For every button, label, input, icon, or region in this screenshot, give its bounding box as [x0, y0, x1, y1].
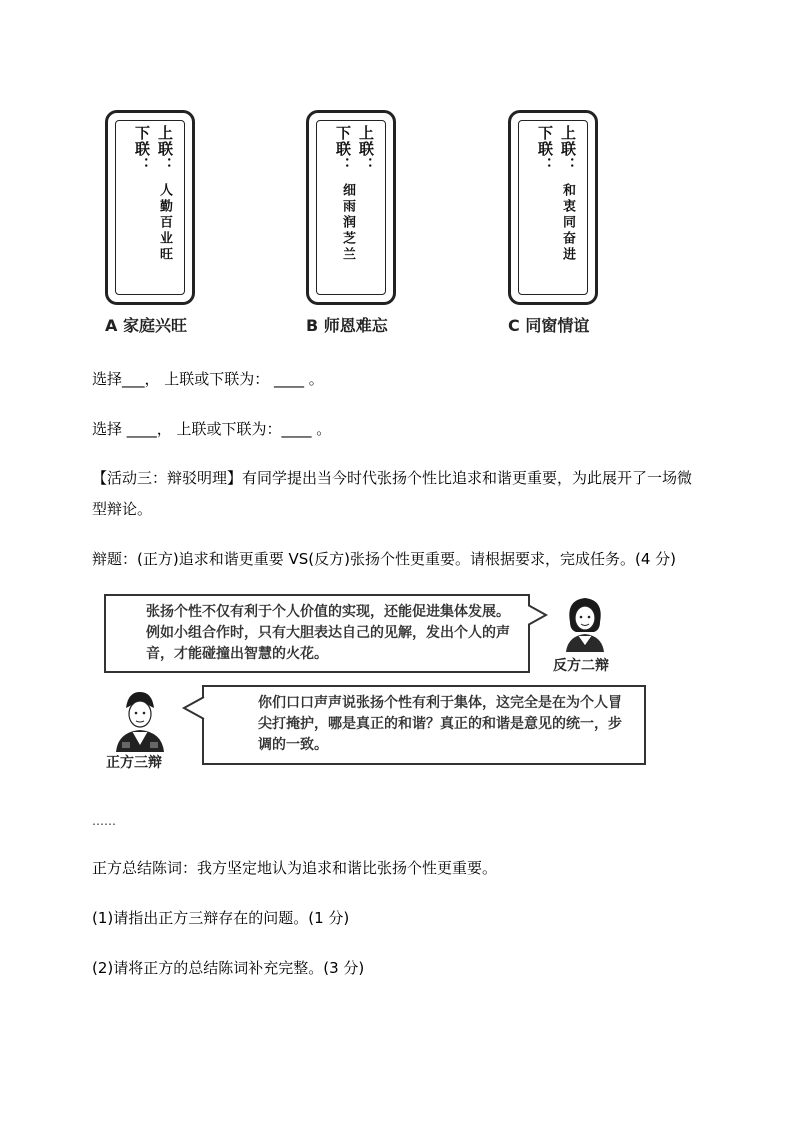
ellipsis: ……: [92, 814, 116, 828]
pro-speaker-label: 正方三辩: [106, 755, 162, 771]
con-bubble-tail: [528, 603, 552, 627]
answer-line-2: 选择 ____， 上联或下联为：____ 。: [92, 420, 332, 438]
upper-line-text: 和衷同奋进: [560, 183, 575, 263]
activity-heading: 【活动三：辩驳明理】有同学提出当今时代张扬个性比追求和谐更重要，为此展开了一场微: [92, 469, 693, 487]
con-speech-text: 张扬个性不仅有利于个人价值的实现，还能促进集体发展。例如小组合作时，只有大胆表达自己的见解，发出个人的声音，才能碰撞出智慧的火花。: [146, 604, 510, 662]
con-speech-bubble: [104, 594, 530, 673]
upper-label: 上联：: [156, 125, 174, 173]
upper-label: 上联：: [559, 125, 577, 173]
upper-line-text: 细雨润芝兰: [340, 183, 355, 263]
con-speaker-label: 反方二辩: [553, 658, 609, 674]
lower-label: 下联：: [133, 125, 151, 173]
pro-speech-bubble: [202, 685, 646, 765]
couplet-caption-b: B 师恩难忘: [306, 316, 388, 335]
couplet-card-c: [508, 110, 598, 305]
upper-line-text: 人勤百业旺: [157, 183, 172, 263]
couplet-caption-c: C 同窗情谊: [508, 316, 590, 335]
answer-line-1: 选择___， 上联或下联为： ____ 。: [92, 370, 324, 388]
upper-label: 上联：: [357, 125, 375, 173]
pro-summary: 正方总结陈词：我方坚定地认为追求和谐比张扬个性更重要。: [92, 859, 498, 877]
activity-heading-continued: 型辩论。: [92, 500, 153, 518]
couplet-card-a: [105, 110, 195, 305]
couplet-card-b: [306, 110, 396, 305]
lower-label: 下联：: [536, 125, 554, 173]
pro-speaker-portrait: [110, 688, 170, 752]
pro-speech-text: 你们口口声声说张扬个性有利于集体，这完全是在为个人冒尖打掩护，哪是真正的和谐？真正的和谐是意见的统一，步调的一致。: [258, 695, 622, 753]
question-1: (1)请指出正方三辩存在的问题。(1 分): [92, 909, 350, 927]
pro-bubble-tail: [180, 695, 206, 721]
lower-label: 下联：: [334, 125, 352, 173]
debate-topic: 辩题：(正方)追求和谐更重要 VS(反方)张扬个性更重要。请根据要求，完成任务。(4 分): [92, 550, 676, 568]
question-2: (2)请将正方的总结陈词补充完整。(3 分): [92, 959, 365, 977]
couplet-caption-a: A 家庭兴旺: [105, 316, 187, 335]
con-speaker-portrait: [558, 592, 612, 652]
